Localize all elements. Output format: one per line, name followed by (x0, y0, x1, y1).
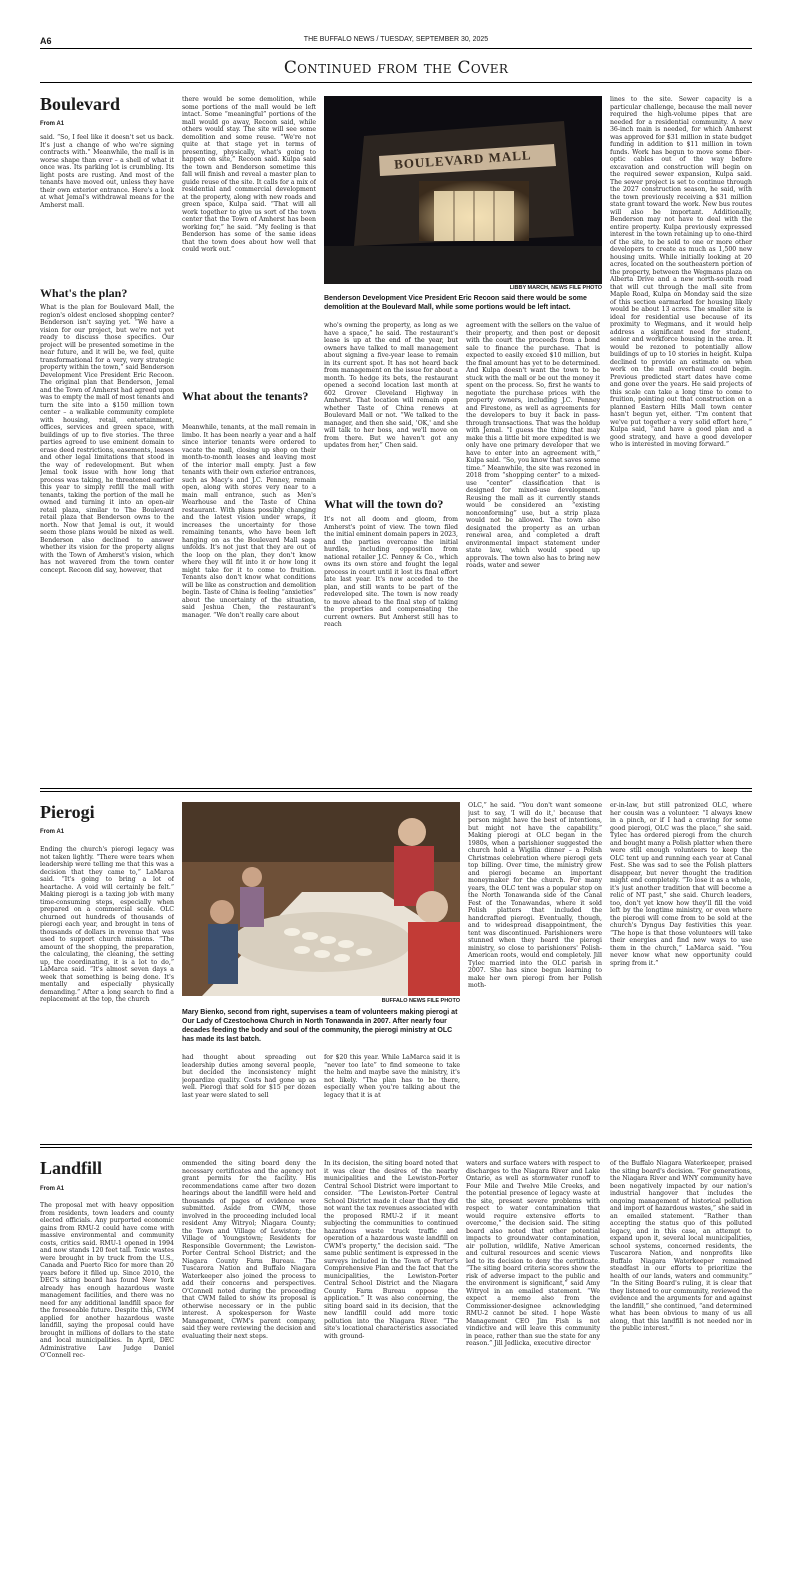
boulevard-col2b: Meanwhile, tenants, at the mall remain in limbo. It has been nearly a year and a half since interior tenants were ordered to vacate the mall, closing up shop on their month-to-month leases and leaving most of the interior mall empty. Just a few tenants with their own exterior entrances, such as Macy's and J.C. Penney, remain open, along with stores very near to a main mall entrance, such as Men's Wearhouse and the Taste of China restaurant. With plans possibly changing and the latest vision under wraps, it increases the uncertainty for those remaining tenants, who have been left hanging on as the Boulevard Mall saga unfolds. It's not just that they are out of the loop on the plan, they don't know where they will fit into it or how long it might take for it to come to fruition. Tenants also don't know what conditions will be like as construction and demolition begin. Taste of China is feeling “anxieties” about the uncertainty of the situation, said Jeshua Chen, the restaurant's manager. “We don't really care about (182, 424, 316, 619)
pierogi-from: From A1 (40, 829, 65, 835)
pierogi-photo (182, 802, 460, 996)
pierogi-col1: Ending the church's pierogi legacy was not taken lightly. “There were tears when leadership were telling me that this was a decision that they came to,” LaMarca said. “It's going to bring a lot of heartache. A void will certainly be felt.” Making pierogi is a taxing job with many time-consuming steps, especially when prepared on a commercial scale. OLC churned out hundreds of thousands of pierogi each year, and brought in tens of thousands of dollars in revenue that was used to support church missions. “The amount of the shopping, the preparation, the calculating, the cleaning, the setting up, the coordinating, it is a lot to do,” LaMarca said. “It's almost seven days a week that something is being done. It's mentally and especially physically demanding.” After a long search to find a replacement at the top, the church (40, 846, 174, 1003)
boulevard-subhead-tenants: What about the tenants? (182, 389, 309, 403)
pierogi-photo-art (182, 802, 460, 996)
boulevard-col3b: It's not all doom and gloom, from Amherst's point of view. The town filed the initial eminent domain papers in 2023, and the parties overcame the initial hurdles, including opposition from national retailer J.C. Penney & Co., which owns its own store and fought the legal process in court until it lost its final effort late last year. It's now acceded to the plan, and still wants to be part of the redeveloped site. The town is now ready to move ahead to the final step of taking the properties and compensating the current owners. But Amherst still has to reach (324, 516, 458, 628)
section-divider-1 (40, 788, 752, 792)
boulevard-photo-caption: Benderson Development Vice President Eric Recoon said there would be some demolition at the Boulevard Mall, while some portions would be left intact. (324, 295, 587, 311)
landfill-headline: Landfill (40, 1158, 103, 1178)
boulevard-col1b: What is the plan for Boulevard Mall, the region's oldest enclosed shopping center? Benderson isn't saying yet. “We have a vision for our project, but we're not yet ready to discuss those specifics. Our project will be presented sometime in the near future, and it will be, we feel, quite transformational for a very, very strategic property within the town,” said Benderson Development Vice President Eric Recoon. The original plan that Benderson, Jemal and the Town of Amherst had agreed upon was to empty the mall of most tenants and turn the site into a $150 million town center – a walkable community complete with housing, retail, entertainment, offices, services and green space, with buildings of up to five stories. The three parties agreed to use eminent domain to erase deed restrictions, easements, leases and other legal limitations that stood in the way of redevelopment. But when Jemal took issue with how long that process was taking, he threatened earlier this year to simply refill the mall with tenants, taking the portion of the mall he owned and turning it into an open-air retail plaza, similar to The Boulevard retail plaza that Benderson owns to the north. Now that Jemal is out, it would seem those plans would be nixed as well. Benderson also declined to answer whether its vision for the property aligns with the Town of Amherst's vision, which has not wavered from the town center concept. Recoon did say, however, that (40, 304, 174, 574)
section-title: Continued from the Cover (283, 58, 509, 78)
boulevard-subhead-town: What will the town do? (324, 497, 444, 511)
boulevard-from: From A1 (40, 121, 65, 127)
pierogi-col5: er-in-law, but still patronized OLC, where her cousin was a volunteer. “I always knew in a pinch, or if I had a craving for some good pierogi, OLC was the place,” she said. Tylec has ordered pierogi from the church and bought many a Polish platter when there were still enough volunteers to keep the OLC tent up and running each year at Canal Fest. She was sad to see the Polish platters disappear, but never thought the tradition might end completely. “To lose it as a whole, it's just another tradition that will become a relic of NT past,” she said. Church leaders, too, don't yet know how they'll fill the void left by the longtime ministry, or even where the pierogi will come from to be sold at the church's Dyngus Day festivities this year. “The hope is that those volunteers will take their energies and find new ways to use them in the church,” LaMarca said. “You never know what new opportunity could spring from it.” (610, 802, 752, 967)
section-divider-2 (40, 1144, 752, 1148)
pierogi-photo-credit: BUFFALO NEWS FILE PHOTO (381, 998, 460, 1004)
pierogi-col3: for $20 this year. While LaMarca said it is “never too late” to find someone to take the helm and maybe save the ministry, it's not likely. “The plan has to be there, especially when you're talking about the legacy that it is at (324, 1054, 460, 1099)
page-number: A6 (40, 36, 52, 46)
section-rule (40, 82, 752, 83)
landfill-col1: The proposal met with heavy opposition from residents, town leaders and county elected officials. Any purported economic gains from RMU-2 could have come with massive environmental and community costs, critics said. RMU-1 opened in 1994 and now stands 120 feet tall. Toxic wastes were brought in by truck from the U.S., Canada and Puerto Rico for more than 20 years before it filled up. Since 2010, the DEC's siting board has found New York already has enough hazardous waste management facilities, and there was no need for any additional landfill space for the foreseeable future. Despite this, CWM applied for another hazardous waste landfill, saying the proposal could have brought in millions of dollars to the state and local municipalities. In April, DEC Administrative Law Judge Daniel O'Connell rec- (40, 1202, 174, 1359)
landfill-col5: of the Buffalo Niagara Waterkeeper, praised the siting board's decision. “For generations, the Niagara River and WNY community have been negatively impacted by our nation's industrial hangover that includes the ongoing management of historical pollution and import of hazardous wastes,” she said in an emailed statement. “Rather than accepting the status quo of this polluted legacy, and in this case, an attempt to expand upon it, several local municipalities, school systems, concerned residents, the Tuscarora Nation, and nonprofits like Buffalo Niagara Waterkeeper remained steadfast in our efforts to prioritize the health of our lands, waters and community.” “In the Siting Board's ruling, it is clear that they listened to our community, reviewed the evidence and the arguments for and against the landfill,” she continued, “and determined what has been obvious to many of us all along, that this landfill is not needed nor in the public interest.” (610, 1160, 752, 1332)
boulevard-col4: agreement with the sellers on the value of their property, and then post or deposit with the court the proceeds from a bond sale to finance the purchase. That is expected to easily exceed $10 million, but the final amount has yet to be determined. And Kulpa doesn't want the town to be stuck with the mall or be out the money it spent on the process. So, first he wants to negotiate the purchase prices with the property owners, including J.C. Penney and Firestone, as well as agreements for the developers to buy it back in pass-through transactions. That was the holdup with Jemal. “I guess the thing that may make this a little bit more expedited is we only have one primary developer that we have to enter into an agreement with,” Kulpa said. “So, you know that saves some time.” Meanwhile, the site was rezoned in 2018 from “shopping center” to a mixed-use “center” classification that is designed for mixed-use development. Reusing the mall as it currently stands would be considered an “existing nonconforming” use, but a strip plaza would not be allowed. The town also designated the property as an urban renewal area, and completed a draft environmental impact statement under state law, which would speed up approvals. The town also has to bring new roads, water and sewer (466, 322, 600, 569)
pierogi-headline: Pierogi (40, 802, 95, 822)
pierogi-col2: had thought about spreading out leadership duties among several people, but decided the inconsistency might jeopardize quality. Costs had gone up as well. Pierogi that sold for $15 per dozen last year were slated to sell (182, 1054, 316, 1099)
boulevard-headline: Boulevard (40, 94, 121, 114)
landfill-col2: ommended the siting board deny the necessary certificates and the agency not grant permits for the facility. His recommendations came after two dozen hearings about the landfill were held and thousands of pages of evidence were submitted. Aside from CWM, those involved in the proceeding included local resident Amy Witryol; Niagara County; the Town and Village of Lewiston; the Village of Youngstown; Residents for Responsible Government; the Lewiston-Porter Central School District; and the Niagara County Farm Bureau. The Tuscarora Nation and Buffalo Niagara Waterkeeper also joined the process to add their concerns and perspectives. O'Connell noted during the proceeding that CWM failed to show its proposal is otherwise necessary or in the public interest. A spokesperson for Waste Management, CWM's parent company, said they were reviewing the decision and evaluating their next steps. (182, 1160, 316, 1340)
boulevard-photo-credit: LIBBY MARCH, NEWS FILE PHOTO (509, 285, 602, 291)
boulevard-mall-photo (324, 96, 602, 284)
mall-sign-text: BOULEVARD MALL (393, 147, 532, 172)
boulevard-col5: lines to the site. Sewer capacity is a particular challenge, because the mall never required the high-volume pipes that are needed for a residential community. A new 36-inch main is needed, for which Amherst was approved for $31 million in state budget funding in addition to $11 million in town funds. Work has begun to move some fiber-optic cables out of the way before excavation and construction will begin on the required sewer expansion, Kulpa said. The sewer project is set to continue through the 2027 construction season, he said, with the town previously receiving a $31 million state grant toward the work. New bus routes will also be important. Additionally, Benderson may not have to deal with the entire property. Kulpa previously expressed interest in the town retaining up to one-third of the site, to be sold to one or more other developers to create as much as 1,500 new housing units. While initially looking at 20 acres, located on the southeastern portion of the property, between the Wegmans plaza on Alberta Drive and a new north-south road that will cut through the mall site from Maple Road, Kulpa on Monday said the size of this section earmarked for housing likely would be about 13 acres. The smaller site is ideal for residential use because of its proximity to Wegmans, and it would help address a significant need for student, senior and workforce housing in the area. It would be rezoned to potentially allow buildings of up to 10 stories in height. Kulpa declined to provide an estimate on when work on the mall overhaul could begin. Previous predicted start dates have come and gone over the years. He said projects of this scale can take a long time to come to fruition, pointing out that construction on a planned Eastern Hills Mall town center hasn't begun yet, either. “I'm content that we've put together a very solid effort here,” Kulpa said, “and have a good plan and a good strategy, and have a good developer who is interested in moving forward.” (610, 96, 752, 448)
mall-photo-art (324, 96, 602, 284)
masthead: THE BUFFALO NEWS / TUESDAY, SEPTEMBER 30, 2025 (303, 36, 489, 43)
boulevard-col3a: who's owning the property, as long as we have a space,” he said. The restaurant's lease is up at the end of the year, but owners have talked to mall management about signing a five-year lease to remain in its current spot. It has not heard back from management on the issue for about a month. To hedge its bets, the restaurant opened a second location last month at 602 Grover Cleveland Highway in Amherst. That location will remain open whether Taste of China renews at Boulevard Mall or not. “We talked to the manager, and then she said, 'OK,' and she will talk to her boss, and we'll move on from there. But we haven't got any updates from her,” Chen said. (324, 322, 458, 449)
landfill-from: From A1 (40, 1186, 65, 1192)
boulevard-col2a: there would be some demolition, while some portions of the mall would be left intact. Some “meaningful” portions of the mall would go away, Recoon said, while others would stay. The site will see some demolition and some reuse. “We're not quite at that stage yet in terms of presenting, physically, what's going to happen on site,” Recoon said. Kulpa said the town and Benderson sometime this fall will finish and reveal a master plan to guide reuse of the site. It calls for a mix of residential and commercial development at the property, along with new roads and green space, Kulpa said. “That will all work together to give us sort of the town center that the Town of Amherst has been working for,” he said. “My feeling is that Benderson has some of the same ideas that the town does about how well that could work out.” (182, 96, 316, 253)
header-rule (40, 48, 752, 49)
landfill-col3: In its decision, the siting board noted that it was clear the desires of the nearby municipalities and the Lewiston-Porter Central School District were important to consider. “The Lewiston-Porter Central School District made it clear that they did not want the tax revenues associated with the proposed RMU-2 if it meant subjecting the communities to continued hazardous waste truck traffic and operation of a hazardous waste landfill on CWM's property,” the decision said. “The same public sentiment is expressed in the surveys included in the Town of Porter's Comprehensive Plan and the fact that the municipalities, the Lewiston-Porter Central School District and the Niagara County Farm Bureau oppose the application.” It was also concerning, the siting board said in its decision, that the new landfill could add more toxic pollution into the Niagara River. “The site's locational characteristics associated with ground- (324, 1160, 458, 1340)
pierogi-photo-caption: Mary Bienko, second from right, supervises a team of volunteers making pierogi at Our Lady of Czestochowa Church in North Tonawanda in 2007. After nearly four decades feeding the body and soul of the community, the pierogi ministry at OLC has made its last batch. (182, 1009, 458, 1043)
pierogi-col4: OLC,” he said. “You don't want someone just to say, 'I will do it,' because that person might have the best of intentions, but might not have the capability.” Making pierogi at OLC began in the 1980s, when a parishioner suggested the church hold a Wigilia dinner – a Polish Christmas celebration where pierogi gets top billing. Over time, the ministry grew and pierogi became an important moneymaker for the church. For many years, the OLC tent was a popular stop on the North Tonawanda side of the Canal Fest of the Tonawandas, where it sold Polish platters that included the handcrafted pierogi. Eventually, though, and to widespread disappointment, the tent was discontinued. Parishioners were stunned when they heard the pierogi ministry, so close to parishioners' Polish-American roots, would end completely. Jill Tylec married into the OLC parish in 2007. She has since begun learning to make her own pierogi from her Polish moth- (468, 802, 602, 989)
landfill-col4: waters and surface waters with respect to discharges to the Niagara River and Lake Ontario, as well as stormwater runoff to Four Mile and Twelve Mile Creeks, and the potential presence of legacy waste at the site, present severe problems with respect to water contamination that would require extensive efforts to overcome,” the decision said. The siting board also noted that other potential impacts to groundwater contamination, air pollution, wildlife, Native American and cultural resources and scenic views led to its decision to deny the certificate. “The siting board criteria scores show the risk of adverse impact to the public and the environment is significant,” said Amy Witryol in an emailed statement. “We expect a memo also from the Commissioner-designee acknowledging RMU-2 cannot be sited. I hope Waste Management CEO Jim Fish is not vindictive and will leave this community in peace, rather than sue the state for any reason.” Jill Jedlicka, executive director (466, 1160, 600, 1347)
boulevard-col1a: said. “So, I feel like it doesn't set us back. It's just a change of who we're signing contracts with.” Meanwhile, the mall is in worse shape than ever – a shell of what it once was. Its parking lot is crumbling. Its light posts are rusting. And most of the tenants have moved out, unless they have their own exterior entrance. Here's a look at what Jemal's withdrawal means for the Amherst mall. (40, 134, 174, 209)
boulevard-subhead-plan: What's the plan? (40, 286, 128, 300)
